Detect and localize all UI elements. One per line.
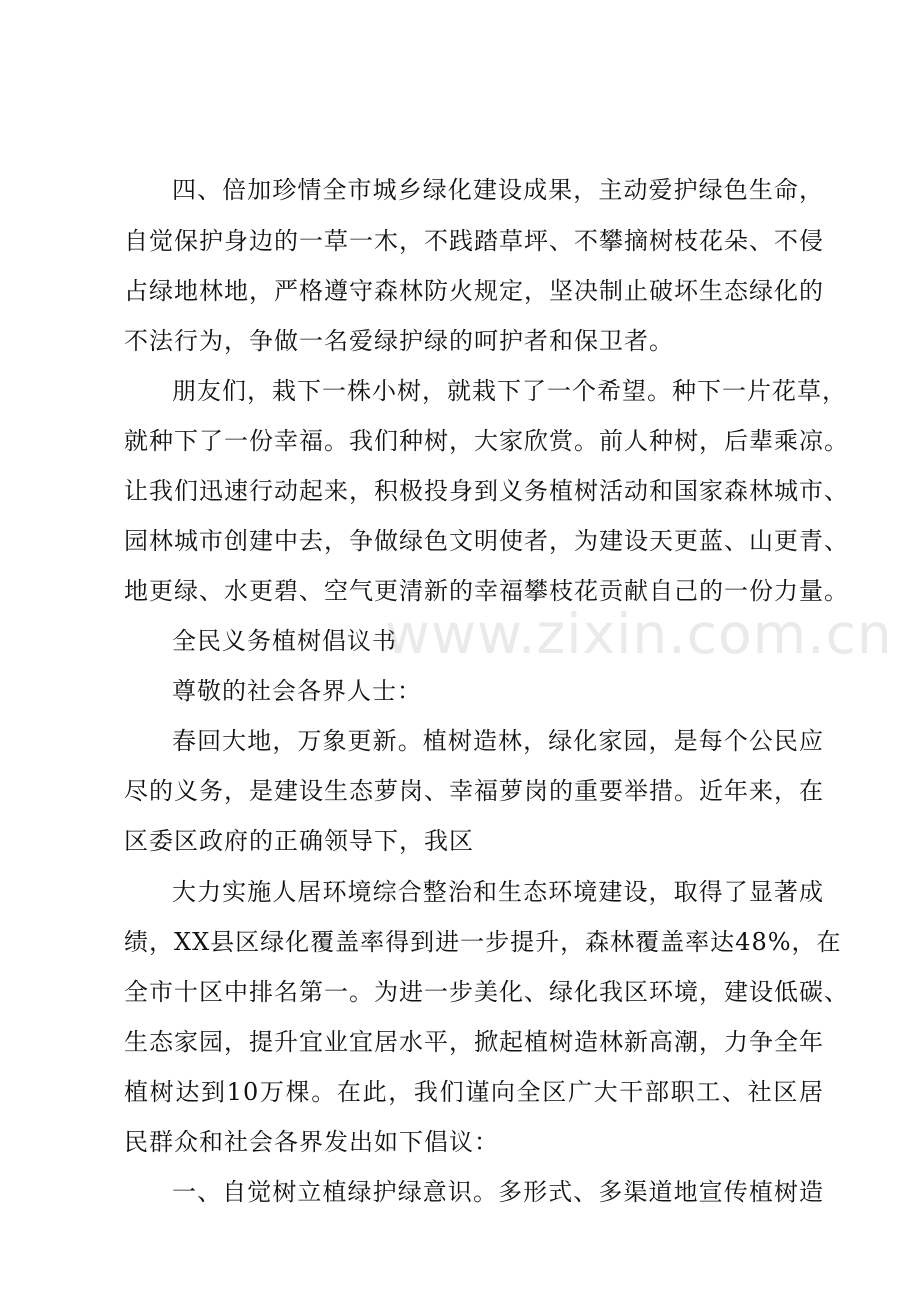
paragraph-line: 让我们迅速行动起来，积极投身到义务植树活动和国家森林城市、 <box>124 477 849 505</box>
paragraph-line: 就种下了一份幸福。我们种树，大家欣赏。前人种树，后辈乘凉。 <box>124 427 849 455</box>
paragraph-line: 区委区政府的正确领导下，我区 <box>124 827 474 855</box>
paragraph-line: 全市十区中排名第一。为进一步美化、绿化我区环境，建设低碳、 <box>124 978 849 1006</box>
paragraph-line: 大力实施人居环境综合整治和生态环境建设，取得了显著成 <box>172 878 824 906</box>
paragraph-line: 春回大地，万象更新。植树造林，绿化家园，是每个公民应 <box>172 727 824 755</box>
paragraph-line: 一、自觉树立植绿护绿意识。多形式、多渠道地宣传植树造 <box>172 1178 824 1206</box>
paragraph-line: 民群众和社会各界发出如下倡议： <box>124 1128 499 1156</box>
paragraph-line: 园林城市创建中去，争做绿色文明使者，为建设天更蓝、山更青、 <box>124 527 849 555</box>
paragraph-line: 尽的义务，是建设生态萝岗、幸福萝岗的重要举措。近年来，在 <box>124 777 824 805</box>
paragraph-line: 占绿地林地，严格遵守森林防火规定，坚决制止破坏生态绿化的 <box>124 277 824 305</box>
paragraph-line: 生态家园，提升宜业宜居水平，掀起植树造林新高潮，力争全年 <box>124 1028 824 1056</box>
paragraph-line: 不法行为，争做一名爱绿护绿的呵护者和保卫者。 <box>124 327 674 355</box>
document-title: 全民义务植树倡议书 <box>172 627 397 655</box>
paragraph-line: 四、倍加珍情全市城乡绿化建设成果，主动爱护绿色生命， <box>172 176 824 204</box>
salutation: 尊敬的社会各界人士： <box>172 677 422 705</box>
paragraph-line: 绩，XX县区绿化覆盖率得到进一步提升，森林覆盖率达48%，在 <box>124 928 842 956</box>
paragraph-line: 地更绿、水更碧、空气更清新的幸福攀枝花贡献自己的一份力量。 <box>124 577 849 605</box>
paragraph-line: 自觉保护身边的一草一木，不践踏草坪、不攀摘树枝花朵、不侵 <box>124 227 824 255</box>
watermark: www.zixin.com.cn <box>385 602 893 666</box>
paragraph-line: 植树达到10万棵。在此，我们谨向全区广大干部职工、社区居 <box>124 1078 824 1106</box>
paragraph-line: 朋友们，栽下一株小树，就栽下了一个希望。种下一片花草， <box>172 377 847 405</box>
